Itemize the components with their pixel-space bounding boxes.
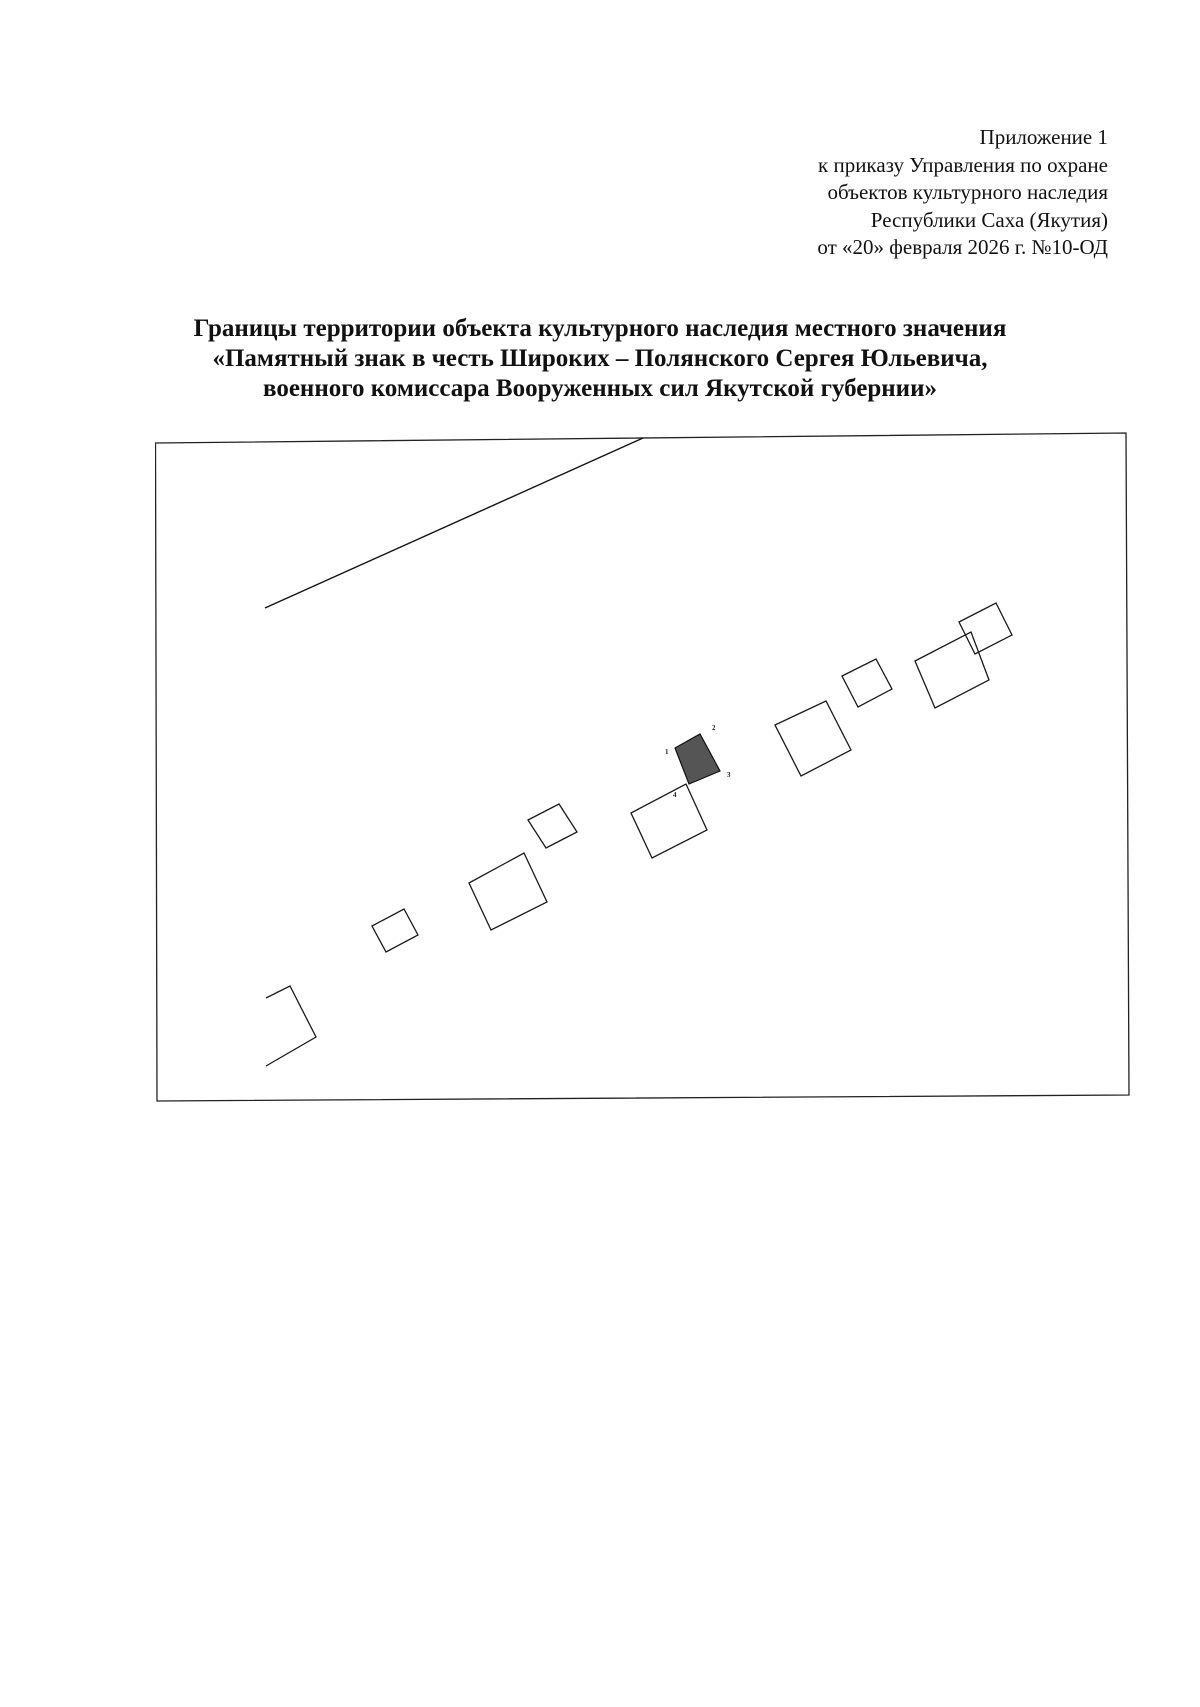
appendix-line: Приложение 1	[979, 125, 1108, 149]
point-label-2: 2	[712, 724, 716, 732]
appendix-line: Республики Саха (Якутия)	[870, 207, 1108, 232]
building-outline	[842, 659, 892, 707]
title-line: Границы территории объекта культурного наследия местного значения	[193, 315, 1007, 342]
map-border	[156, 433, 1130, 1101]
building-outline	[528, 804, 577, 848]
road-line	[265, 438, 643, 608]
building-outline	[469, 853, 547, 930]
building-outline	[959, 603, 1012, 654]
appendix-line: от «20» февраля 2026 г. №10-ОД	[817, 235, 1108, 259]
monument-territory	[675, 734, 720, 784]
appendix-line: объектов культурного наследия	[827, 180, 1108, 204]
document-title	[100, 314, 1100, 404]
title-line: «Памятный знак в честь Широких – Полянского Сергея Юльевича,	[212, 345, 988, 372]
building-outline	[372, 909, 418, 952]
appendix-block	[548, 124, 1108, 262]
building-outline	[266, 986, 316, 1066]
map-canvas	[155, 432, 1130, 1102]
title-line: военного комиссара Вооруженных сил Якутской губернии»	[263, 375, 937, 402]
building-outline	[915, 632, 989, 708]
point-label-4: 4	[673, 791, 677, 799]
point-label-1: 1	[665, 748, 669, 756]
point-label-3: 3	[727, 771, 731, 779]
boundary-map	[155, 432, 1130, 1102]
building-outline	[631, 784, 707, 858]
appendix-line: к приказу Управления по охране	[818, 152, 1108, 177]
building-outline	[775, 701, 851, 776]
